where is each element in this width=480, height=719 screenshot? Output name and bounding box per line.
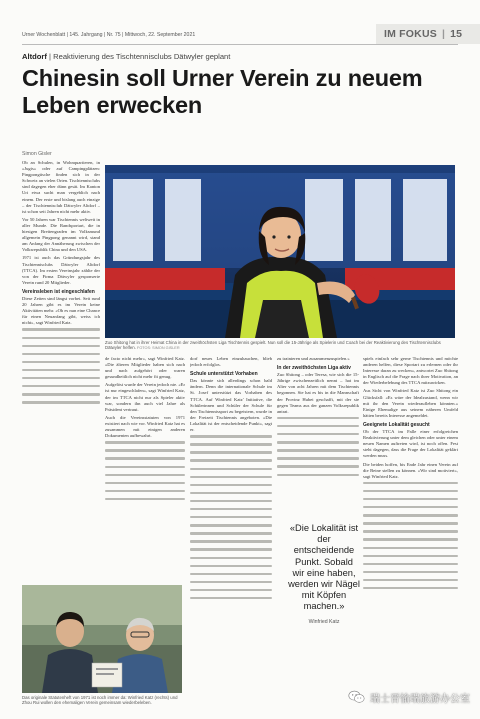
- text-line: [190, 540, 272, 546]
- kicker-divider: |: [49, 52, 54, 61]
- caption-text: Zuo Shitong hat in ihrer Heimat China in der zweithöchsten Liga Tischtennis gespielt. Nun soll die 15-Jährige als Spielerin und Coach bei der Reaktivierung des Tischtennisclubs Dätwyler helfen.: [105, 340, 441, 351]
- text-line: [363, 555, 458, 561]
- paragraph: Auch die Vereinsstatuten von 1971 existiert nach wie vor. Winfried Katz hat es zusammen mit einigen anderen Dokumenten aufbewahrt.: [105, 414, 185, 439]
- text-line: [22, 328, 100, 334]
- text-line: [105, 474, 185, 480]
- text-line: [190, 468, 272, 474]
- text-line: [363, 498, 458, 504]
- text-line: [22, 401, 100, 407]
- text-line: [105, 449, 185, 455]
- text-line: [190, 573, 272, 579]
- subheading: In der zweithöchsten Liga aktiv: [277, 365, 351, 372]
- text-line: [105, 466, 185, 472]
- wechat-icon: [348, 690, 365, 704]
- text-line: [22, 361, 100, 367]
- pull-quote: [288, 523, 360, 625]
- subheading: Vereinsleben ist eingeschlafen: [22, 288, 95, 295]
- text-line: [105, 482, 185, 488]
- section-divider: |: [441, 28, 446, 40]
- text-line: [22, 377, 100, 383]
- paragraph: Das könnte sich allerdings schon bald ändern. Denn die internationale Schule im St. Josef unterstützt das Vorhaben des TTCA. Auf Winfried Katz' Initiative, die Schülerinnen und Schüler der Schule für den Tischtennissport zu begeistern, wurde in der Freizeit Tischtennis angeboten. «Die Lokalität ist der entscheidende Punkt», sagt er.: [190, 378, 272, 433]
- paragraph: Zuo Shitong – oder Teresa, wie sich die 15-Jährige zwischenzeitlich nennt – hat im Alter von acht Jahren mit dem Tischtennis begonnen. Sie hat es bis in die Mannschaft der Provinz Hubei geschafft, mit der sie gegen Teams aus der ganzen Volksrepublik antrat.: [277, 372, 359, 414]
- masthead-meta: Urner Wochenblatt | 145. Jahrgang | Nr. 75 | Mittwoch, 22. September 2021: [22, 32, 196, 38]
- paragraph: spiels einfach sehr gerne Tischtennis und möchte anderen helfen, diese Sportart zu erlernen oder ihr Interesse daran zu wecken», antwortet Zuo Shitong in Englisch auf die Frage nach ihrer Motivation, an der Wiederbelebung des TTCA mitzuwirken.: [363, 356, 458, 386]
- paragraph: Ob der TTCA im Falle einer erfolgreichen Reaktivierung unter dem gleichen oder unter einem neuen Namen auftreten wird, ist noch offen. Fest steht dagegen, dass die Frage der Lokalität geklärt werden muss.: [363, 429, 458, 459]
- text-line: [277, 433, 359, 439]
- text-line: [190, 524, 272, 530]
- text-line: [190, 548, 272, 554]
- paragraph: 1971 ist auch das Gründungsjahr des Tischtennisclubs Dätwyler Altdorf (TTCA). Im ersten Vereinsjahr zählte der von der Firma Dätwyler gesponserte Verein rund 20 Mitglieder.: [22, 255, 100, 285]
- section-name: IM FOKUS: [384, 28, 437, 40]
- paragraph: dorf neues Leben einzuhauchen, blieb jedoch erfolglos.: [190, 356, 272, 368]
- text-line: [190, 500, 272, 506]
- header-rule: [22, 44, 458, 45]
- watermark-text: 瑞士晋愉瑞旅游办公室: [370, 693, 470, 705]
- text-line: [363, 482, 458, 488]
- kicker-place: Altdorf: [22, 52, 47, 61]
- author-byline: Simon Gisler: [22, 151, 52, 157]
- page-number: 15: [450, 28, 463, 40]
- text-line: [277, 474, 359, 480]
- text-line: [277, 441, 359, 447]
- text-line: [363, 490, 458, 496]
- text-line: [190, 492, 272, 498]
- quote-attribution: Winfried Katz: [308, 618, 340, 625]
- watermark: [348, 688, 470, 706]
- text-line: [22, 345, 100, 351]
- text-line: [190, 532, 272, 538]
- small-photo-caption: Das originale Statutenheft von 1971 ist noch immer da: Winfried Katz (rechts) und Zhou Rui wollen den ehemaligen Verein gemeinsam wiederbeleben.: [22, 695, 178, 706]
- photo-credit: FOTOS: SIMON GISLER: [137, 346, 180, 351]
- article-column-3: [190, 356, 272, 696]
- text-line: [190, 565, 272, 571]
- text-line: [363, 579, 458, 585]
- text-line: [105, 457, 185, 463]
- subheading: Geeignete Lokalität gesucht: [363, 421, 430, 428]
- text-line: [22, 385, 100, 391]
- text-line: [105, 490, 185, 496]
- kicker: [22, 52, 230, 61]
- text-line: [190, 459, 272, 465]
- text-line: [190, 597, 272, 603]
- text-line: [190, 557, 272, 563]
- text-line: [22, 393, 100, 399]
- paragraph: de facto nicht mehr», sagt Winfried Katz. «Die älteren Mitglieder haben sich nach und nach aufgehört oder waren gesundheitlich nicht mehr fit genug.: [105, 356, 185, 380]
- article-column-5: [363, 356, 458, 686]
- paragraph: Ob an Schulen, in Wohnquartieren, in «Jugis» oder auf Campingplätzen: Pingpongtische finden sich in der Schweiz an vielen Orten. Tischtennisclubs sind dagegen eher dünn gesät. Im Kanton Uri etwa sucht man vergeblich nach einem. Der erste und bislang auch einzige – der Tischtennisclub Dätwyler Altdorf – ist schon seit Jahren nicht mehr aktiv.: [22, 160, 100, 214]
- quote-text: «Die Lokalität ist der entscheidende Punkt. Sobald wir eine haben, werden wir Nägel mit Köpfen machen.»: [288, 523, 360, 612]
- text-line: [190, 581, 272, 587]
- article-column-4: [277, 356, 359, 518]
- text-line: [363, 563, 458, 569]
- article-column-1: [22, 160, 100, 562]
- text-line: [105, 498, 185, 504]
- text-line: [190, 435, 272, 441]
- text-line: [363, 522, 458, 528]
- club-photo: [22, 585, 182, 693]
- kicker-topic: Reaktivierung des Tischtennisclubs Dätwyler geplant: [53, 52, 231, 61]
- text-line: [277, 425, 359, 431]
- text-line: [363, 571, 458, 577]
- text-line: [363, 547, 458, 553]
- paragraph: zu trainieren und zusammenzuspielen.»: [277, 356, 350, 361]
- text-line: [277, 457, 359, 463]
- text-line: [363, 506, 458, 512]
- paragraph: Diese Zeiten sind längst vorbei. Seit rund 20 Jahren gibt es im Verein keine Aktivitäten mehr. «Ob es nun eine Chance für einen Neuanfang gibt, weiss ich nicht», sagt Winfried Katz.: [22, 295, 100, 326]
- section-tag: [376, 24, 480, 44]
- paragraph: Aufgelöst wurde der Verein jedoch nie. «Er ist nur eingeschlafen», sagt Winfried Katz, der im TTCA nicht nur als Spieler aktiv war, sondern ihn auch viel Jahre als Präsident vertraut.: [105, 382, 185, 412]
- text-line: [190, 484, 272, 490]
- text-line: [277, 465, 359, 471]
- text-line: [363, 530, 458, 536]
- text-line: [22, 369, 100, 375]
- text-line: [190, 476, 272, 482]
- text-line: [363, 538, 458, 544]
- text-line: [363, 514, 458, 520]
- text-line: [190, 516, 272, 522]
- masthead: [0, 28, 360, 42]
- paragraph: Vor 50 Jahren war Tischtennis weltweit in aller Munde. Die Randsportart, die in hiesigen Breitengraden im Volksmund allgemein Pingpong genannt wird, stand am Anfang der Annäherung zwischen der Volksrepublik China und den USA.: [22, 216, 100, 253]
- text-line: [190, 443, 272, 449]
- article-column-2: [105, 356, 185, 581]
- text-line: [277, 449, 359, 455]
- text-line: [190, 589, 272, 595]
- text-line: [277, 417, 359, 423]
- text-line: [190, 508, 272, 514]
- subheading: Schule unterstützt Vorhaben: [190, 371, 258, 378]
- text-line: [22, 353, 100, 359]
- text-line: [363, 587, 458, 593]
- text-line: [190, 451, 272, 457]
- paragraph: Aus Sicht von Winfried Katz ist Zuo Shitong ein Glücksfall: «Es wäre der Idealzustand, wenn wir mit ihr den Verein wiederaufleben könnten.» Einige Ehemalige aus seinem näheren Umfeld hätten bereits Interesse angemeldet.: [363, 388, 458, 418]
- text-line: [22, 337, 100, 343]
- paragraph: Die beiden hoffen, bis Ende Jahr einen Verein auf die Beine stellen zu können. «Wir sind motiviert», sagt Winfried Katz.: [363, 461, 458, 479]
- headline: Chinesin soll Urner Verein zu neuem Leben erwecken: [22, 65, 423, 118]
- text-line: [105, 441, 185, 447]
- club-members-photo: [22, 585, 182, 693]
